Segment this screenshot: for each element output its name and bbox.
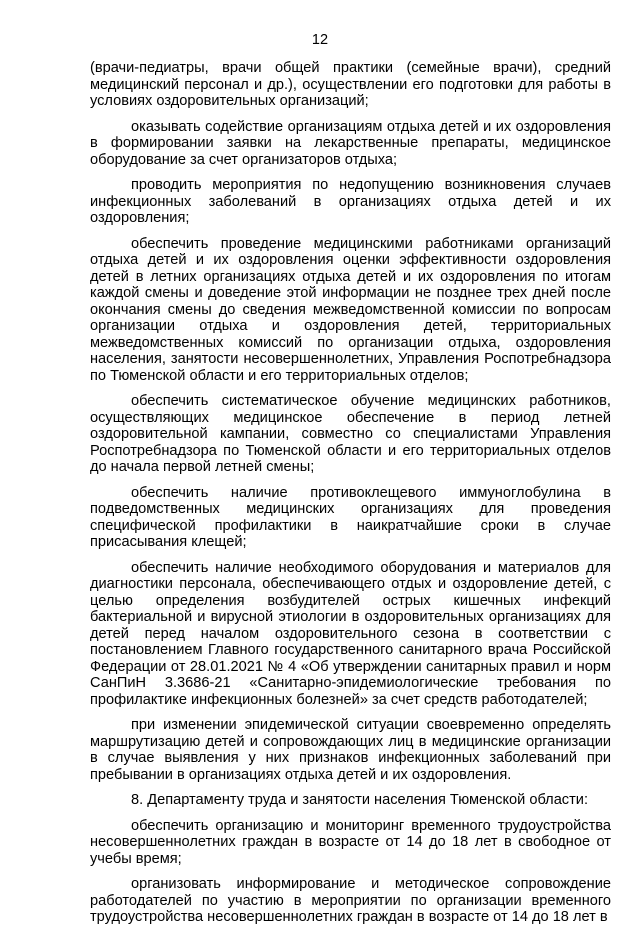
paragraph-tick-immunoglobulin: обеспечить наличие противоклещевого иммуноглобулина в подведомственных медицинских организациях для проведения специфической профилактики в наикратчайшие сроки в случае присасывания клещей; — [90, 484, 611, 550]
paragraph-assist-medical-orders: оказывать содействие организациям отдыха детей и их оздоровления в формировании заявки на лекарственные препараты, медицинское оборудование за счет организаторов отдыха; — [90, 118, 611, 168]
page-number: 12 — [311, 32, 329, 48]
paragraph-infection-prevention: проводить мероприятия по недопущению возникновения случаев инфекционных заболеваний в организациях отдыха детей и их оздоровления; — [90, 177, 611, 226]
section-heading-labour-department: 8. Департаменту труда и занятости населения Тюменской области: — [131, 792, 588, 808]
document-body — [90, 60, 611, 926]
paragraph-employer-information: организовать информирование и методическое сопровождение работодателей по участию в мероприятии по организации временного трудоустройства несовершеннолетних граждан в возрасте от 14 до 18 лет в — [90, 876, 611, 925]
paragraph-medical-staff-training: обеспечить систематическое обучение медицинских работников, осуществляющих медицинское обеспечение в период летней оздоровительной кампании, совместно со специалистами Управления Роспотребнадзора по Тюменской области и его территориальных отделов до начала первой летней смены; — [90, 393, 611, 475]
paragraph-diagnostic-equipment: обеспечить наличие необходимого оборудования и материалов для диагностики персонала, обеспечивающего отдых и оздоровление детей, с целью определения возбудителей острых кишечных инфекций бактериальной и вирусной этиологии в оздоровительных организациях для детей перед началом оздоровительного сезона в соответствии с постановлением Главного государственного санитарного врача Российской Федерации от 28.01.2021 № 4 «Об утверждении санитарных правил и норм СанПиН 3.3686-21 «Санитарно-эпидемиологические требования по профилактике инфекционных болезней» за счет средств работодателей; — [90, 559, 611, 708]
paragraph-continuation: (врачи-педиатры, врачи общей практики (семейные врачи), средний медицинский персонал и др.), осуществлении его подготовки для работы в условиях оздоровительных организаций; — [90, 60, 611, 109]
paragraph-health-effectiveness-assessment: обеспечить проведение медицинскими работниками организаций отдыха детей и их оздоровления оценки эффективности оздоровления детей в летних организациях отдыха детей и их оздоровления по итогам каждой смены и доведение этой информации не позднее трех дней после окончания смены до сведения межведомственной комиссии по вопросам организации отдыха и оздоровления детей, территориальных межведомственных комиссий по организации отдыха, оздоровления населения, занятости несовершеннолетних, Управления Роспотребнадзора по Тюменской области и его территориальных отделов; — [90, 235, 611, 384]
paragraph-employment-monitoring: обеспечить организацию и мониторинг временного трудоустройства несовершеннолетних граждан в возрасте от 14 до 18 лет в свободное от учебы время; — [90, 817, 611, 867]
paragraph-epidemic-routing: при изменении эпидемической ситуации своевременно определять маршрутизацию детей и сопровождающих лиц в медицинские организации в случае выявления у них признаков инфекционных заболеваний при пребывании в организациях отдыха детей и их оздоровления. — [90, 717, 611, 783]
